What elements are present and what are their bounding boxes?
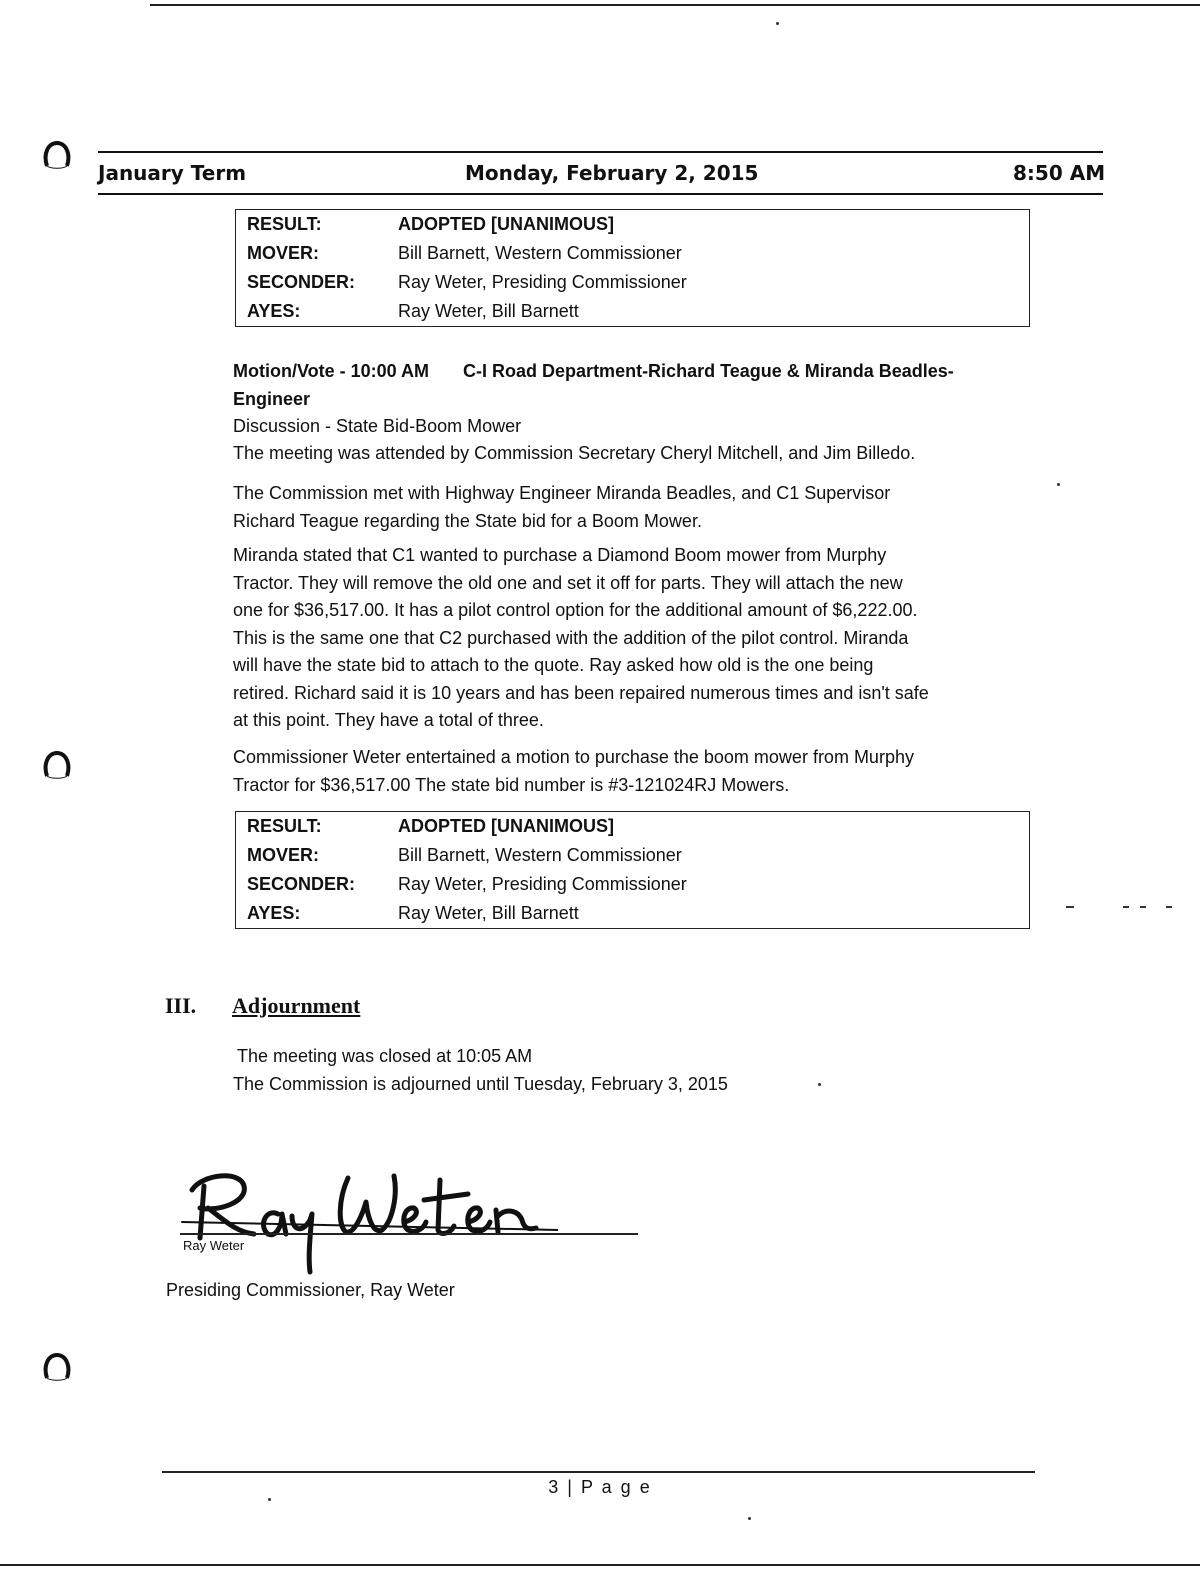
scan-speck — [748, 1517, 751, 1520]
signature-title: Presiding Commissioner, Ray Weter — [166, 1280, 455, 1300]
vote-value: ADOPTED [UNANIMOUS] — [398, 816, 614, 836]
text-line: This is the same one that C2 purchased with the addition of the pilot control. Miranda — [233, 627, 909, 648]
vote-label: MOVER: — [247, 845, 319, 865]
vote-row-seconder — [236, 268, 1029, 296]
vote-result-box-2 — [235, 811, 1030, 929]
page-number: 3 | P a g e — [548, 1477, 652, 1497]
vote-value: Bill Barnett, Western Commissioner — [398, 243, 682, 263]
vote-row-result — [236, 812, 1029, 840]
scan-speck — [268, 1498, 271, 1501]
motion-discussion: Discussion - State Bid-Boom Mower — [233, 416, 522, 436]
section-title: Adjournment — [232, 993, 361, 1018]
motion-attendance: The meeting was attended by Commission Secretary Cheryl Mitchell, and Jim Billedo. — [233, 443, 916, 463]
vote-row-mover — [236, 239, 1029, 267]
vote-label: AYES: — [247, 903, 301, 923]
scan-dash — [1066, 906, 1074, 908]
vote-row-mover — [236, 841, 1029, 869]
text-line: retired. Richard said it is 10 years and has been repaired numerous times and isn't safe — [233, 682, 929, 703]
text-line: Tractor for $36,517.00 The state bid number is #3-121024RJ Mowers. — [233, 774, 790, 795]
motion-paragraph-3 — [233, 744, 1033, 799]
vote-value: Ray Weter, Presiding Commissioner — [398, 874, 687, 894]
vote-value: Ray Weter, Presiding Commissioner — [398, 272, 687, 292]
header-term: January Term — [98, 161, 247, 185]
section-number: III. — [165, 993, 197, 1018]
motion-heading-prefix: Motion/Vote - 10:00 AM — [233, 361, 430, 381]
text-line: at this point. They have a total of three. — [233, 710, 544, 730]
signature-printed-name: Ray Weter — [183, 1238, 245, 1253]
vote-label: RESULT: — [247, 816, 322, 836]
vote-result-box-1 — [235, 209, 1030, 327]
vote-row-result — [236, 210, 1029, 238]
scan-edge-top — [150, 4, 1200, 6]
header-rule-top — [98, 151, 1103, 153]
punch-hole-icon — [42, 1352, 72, 1382]
motion-paragraph-2 — [233, 542, 1063, 735]
header-rule-bottom — [98, 193, 1103, 195]
scan-dash — [1166, 906, 1172, 908]
text-line: Miranda stated that C1 wanted to purchase a Diamond Boom mower from Murphy — [233, 545, 887, 565]
vote-label: SECONDER: — [247, 272, 356, 292]
punch-hole-icon — [42, 140, 72, 170]
vote-value: Bill Barnett, Western Commissioner — [398, 845, 682, 865]
vote-label: RESULT: — [247, 214, 322, 234]
motion-heading-title-cont: Engineer — [233, 389, 311, 409]
vote-value: ADOPTED [UNANIMOUS] — [398, 214, 614, 234]
text-line: Richard Teague regarding the State bid for a Boom Mower. — [233, 510, 702, 531]
adjournment-next-date: The Commission is adjourned until Tuesday, February 3, 2015 — [233, 1074, 728, 1094]
vote-row-ayes — [236, 297, 1029, 325]
scan-speck — [776, 22, 779, 25]
scan-dash — [1140, 906, 1146, 908]
motion-paragraph-1 — [233, 480, 1033, 535]
vote-label: SECONDER: — [247, 874, 356, 894]
motion-heading — [233, 358, 1063, 386]
header-time: 8:50 AM — [1013, 161, 1106, 185]
punch-hole-icon — [42, 750, 72, 780]
footer-rule — [162, 1471, 1035, 1473]
scan-speck — [1057, 483, 1060, 486]
vote-value: Ray Weter, Bill Barnett — [398, 301, 579, 321]
vote-label: MOVER: — [247, 243, 319, 263]
text-line: will have the state bid to attach to the quote. Ray asked how old is the one being — [233, 655, 874, 675]
vote-row-seconder — [236, 870, 1029, 898]
scan-dash — [1123, 906, 1129, 908]
vote-row-ayes — [236, 899, 1029, 927]
vote-label: AYES: — [247, 301, 301, 321]
header-date: Monday, February 2, 2015 — [465, 161, 759, 185]
scan-edge-bottom — [0, 1564, 1200, 1566]
motion-heading-title: C-I Road Department-Richard Teague & Miranda Beadles- — [463, 361, 954, 381]
text-line: The Commission met with Highway Engineer Miranda Beadles, and C1 Supervisor — [233, 483, 891, 503]
handwritten-signature — [178, 1150, 558, 1280]
text-line: one for $36,517.00. It has a pilot control option for the additional amount of $6,222.00. — [233, 600, 918, 620]
adjournment-closed-time: The meeting was closed at 10:05 AM — [237, 1046, 533, 1066]
signature-line — [180, 1233, 638, 1235]
text-line: Commissioner Weter entertained a motion to purchase the boom mower from Murphy — [233, 747, 914, 767]
vote-value: Ray Weter, Bill Barnett — [398, 903, 579, 923]
text-line: Tractor. They will remove the old one and set it off for parts. They will attach the new — [233, 572, 903, 593]
